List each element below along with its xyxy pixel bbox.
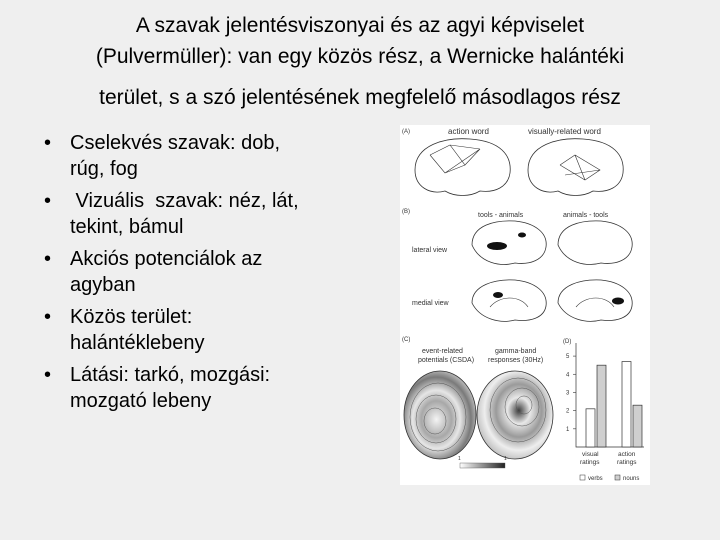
gamma-label-1: gamma-band <box>495 348 537 355</box>
bullet-dot: • <box>44 132 52 154</box>
colorbar-max: 1 <box>504 456 507 462</box>
legend-nouns: nouns <box>623 476 640 482</box>
bullet-text: agyban <box>70 274 136 296</box>
bar-verbs-0 <box>586 409 595 447</box>
panel-a-label: (A) <box>402 129 410 135</box>
brain-figure <box>400 125 650 485</box>
title-line-3: terület, s a szó jelentésének megfelelő másodlagos rész <box>99 86 621 109</box>
bullet-text: tekint, bámul <box>70 216 184 238</box>
bar-nouns-0 <box>597 365 606 447</box>
brain-outline-action <box>415 139 510 196</box>
bullet-text: Cselekvés szavak: dob, <box>70 132 281 154</box>
brain-lateral-left <box>472 221 546 265</box>
lateral-view-label: lateral view <box>412 247 448 254</box>
bullet-item <box>40 188 360 240</box>
legend-verbs: verbs <box>588 476 603 482</box>
colorbar <box>460 463 505 468</box>
bullet-text: Látási: tarkó, mozgási: <box>70 364 271 386</box>
bullet-dot: • <box>44 248 52 270</box>
brain-medial-left <box>472 280 546 321</box>
animals-tools-label: animals - tools <box>563 212 609 219</box>
gamma-label-2: responses (30Hz) <box>488 357 544 364</box>
tools-animals-label: tools - animals <box>478 212 524 219</box>
brain-lateral-right <box>558 221 632 265</box>
x-label-action-2: ratings <box>617 459 637 466</box>
bullet-item <box>40 304 360 356</box>
x-label-visual-2: ratings <box>580 459 600 466</box>
y-tick-label: 2 <box>566 408 570 415</box>
y-tick-label: 3 <box>566 390 570 397</box>
bullet-text: halántéklebeny <box>70 332 205 354</box>
brain-outline-visual <box>528 139 623 196</box>
visual-word-label: visually-related word <box>528 127 601 136</box>
head-map-gamma <box>477 371 553 459</box>
x-label-visual-1: visual <box>582 451 599 458</box>
bullet-item <box>40 362 360 414</box>
bullet-text: mozgató lebeny <box>70 390 212 412</box>
bullet-text: rúg, fog <box>70 158 138 180</box>
bullet-list <box>40 130 360 420</box>
colorbar-min: 1 <box>458 456 461 462</box>
title-line-1: A szavak jelentésviszonyai és az agyi képviselet <box>135 14 585 37</box>
head-map-erp <box>404 371 476 459</box>
medial-view-label: medial view <box>412 300 449 307</box>
bullet-dot: • <box>44 306 52 328</box>
slide-title <box>40 10 680 113</box>
ratings-bar-chart <box>566 343 644 447</box>
panel-d-label: (D) <box>563 339 572 345</box>
y-tick-label: 4 <box>566 372 570 379</box>
legend-verbs-swatch <box>580 475 585 480</box>
title-line-2: (Pulvermüller): van egy közös rész, a Wernicke halántéki <box>95 45 625 68</box>
erp-label-2: potentials (CSDA) <box>418 357 475 364</box>
bullet-text: Akciós potenciálok az <box>70 248 263 270</box>
x-label-action-1: action <box>618 451 636 458</box>
bullet-item <box>40 246 360 298</box>
brain-figure-svg <box>400 125 650 485</box>
action-word-label: action word <box>448 127 489 136</box>
bar-nouns-1 <box>633 405 642 447</box>
bullet-dot: • <box>44 364 52 386</box>
bullet-text: Közös terület: <box>70 306 193 328</box>
bullet-item <box>40 130 360 182</box>
panel-b-label: (B) <box>402 209 410 215</box>
panel-c-label: (C) <box>402 337 411 343</box>
erp-label-1: event-related <box>422 348 463 355</box>
bar-verbs-1 <box>622 362 631 447</box>
y-tick-label: 5 <box>566 354 570 361</box>
y-tick-label: 1 <box>566 426 570 433</box>
legend-nouns-swatch <box>615 475 620 480</box>
bullet-text: Vizuális szavak: néz, lát, <box>70 190 299 212</box>
brain-medial-right <box>558 280 632 321</box>
bullet-dot: • <box>44 190 52 212</box>
